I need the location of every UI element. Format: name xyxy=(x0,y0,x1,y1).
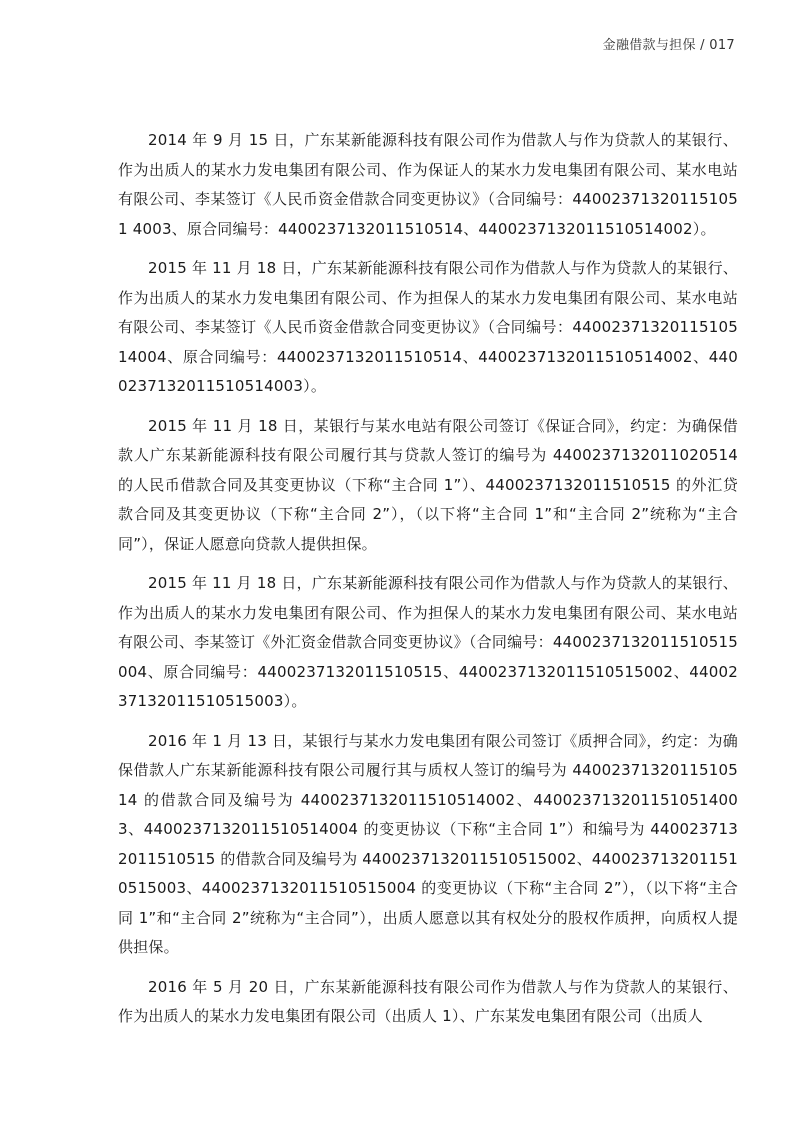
paragraph-2015-11-18-forex-loan: 2015 年 11 月 18 日，广东某新能源科技有限公司作为借款人与作为贷款人的某银行、作为出质人的某水力发电集团有限公司、作为担保人的某水力发电集团有限公司、某水电站有限公司、李某签订《外汇资金借款合同变更协议》（合同编号：4400237132011510515004、原合同编号：4400237132011510515、4400237132011510515002、4400237132011510515003）。 xyxy=(118,574,738,710)
body-text xyxy=(118,126,738,1042)
header-divider xyxy=(68,60,735,61)
running-header: 金融借款与担保 / 017 xyxy=(602,38,735,53)
paragraph-2015-11-18-rmb-loan: 2015 年 11 月 18 日，广东某新能源科技有限公司作为借款人与作为贷款人的某银行、作为出质人的某水力发电集团有限公司、作为担保人的某水力发电集团有限公司、某水电站有限公司、李某签订《人民币资金借款合同变更协议》（合同编号：4400237132011510514004、原合同编号：4400237132011510514、4400237132011510514002、4400237132011510514003）。 xyxy=(118,259,738,395)
paragraph-2014-09-15: 2014 年 9 月 15 日，广东某新能源科技有限公司作为借款人与作为贷款人的某银行、作为出质人的某水力发电集团有限公司、作为保证人的某水力发电集团有限公司、某水电站有限公司、李某签订《人民币资金借款合同变更协议》（合同编号：440023713201151051 4003、原合同编号：4400237132011510514、4400237132011510514002）。 xyxy=(118,131,738,238)
paragraph-2016-01-13-pledge: 2016 年 1 月 13 日，某银行与某水力发电集团有限公司签订《质押合同》，约定：为确保借款人广东某新能源科技有限公司履行其与质权人签订的编号为 4400237132011510514 的借款合同及编号为 4400237132011510514002、4400237132011510514003、4400237132011510514004 的变更协议（下称“主合同 1”）和编号为 4400237132011510515 的借款合同及编号为 4400237132011510515002、4400237132011510515003、4400237132011510515004 的变更协议（下称“主合同 2”），（以下将“主合同 1”和“主合同 2”统称为“主合同”），出质人愿意以其有权处分的股权作质押，向质权人提供担保。 xyxy=(118,731,738,956)
paragraph-2016-05-20: 2016 年 5 月 20 日，广东某新能源科技有限公司作为借款人与作为贷款人的某银行、作为出质人的某水力发电集团有限公司（出质人 1）、广东某发电集团有限公司（出质人 xyxy=(118,977,738,1025)
paragraph-2015-11-18-guarantee: 2015 年 11 月 18 日，某银行与某水电站有限公司签订《保证合同》，约定：为确保借款人广东某新能源科技有限公司履行其与贷款人签订的编号为 4400237132011020514 的人民币借款合同及其变更协议（下称“主合同 1”）、4400237132011510515 的外汇贷款合同及其变更协议（下称“主合同 2”），（以下将“主合同 1”和“主合同 2”统称为“主合同”），保证人愿意向贷款人提供担保。 xyxy=(118,416,738,553)
